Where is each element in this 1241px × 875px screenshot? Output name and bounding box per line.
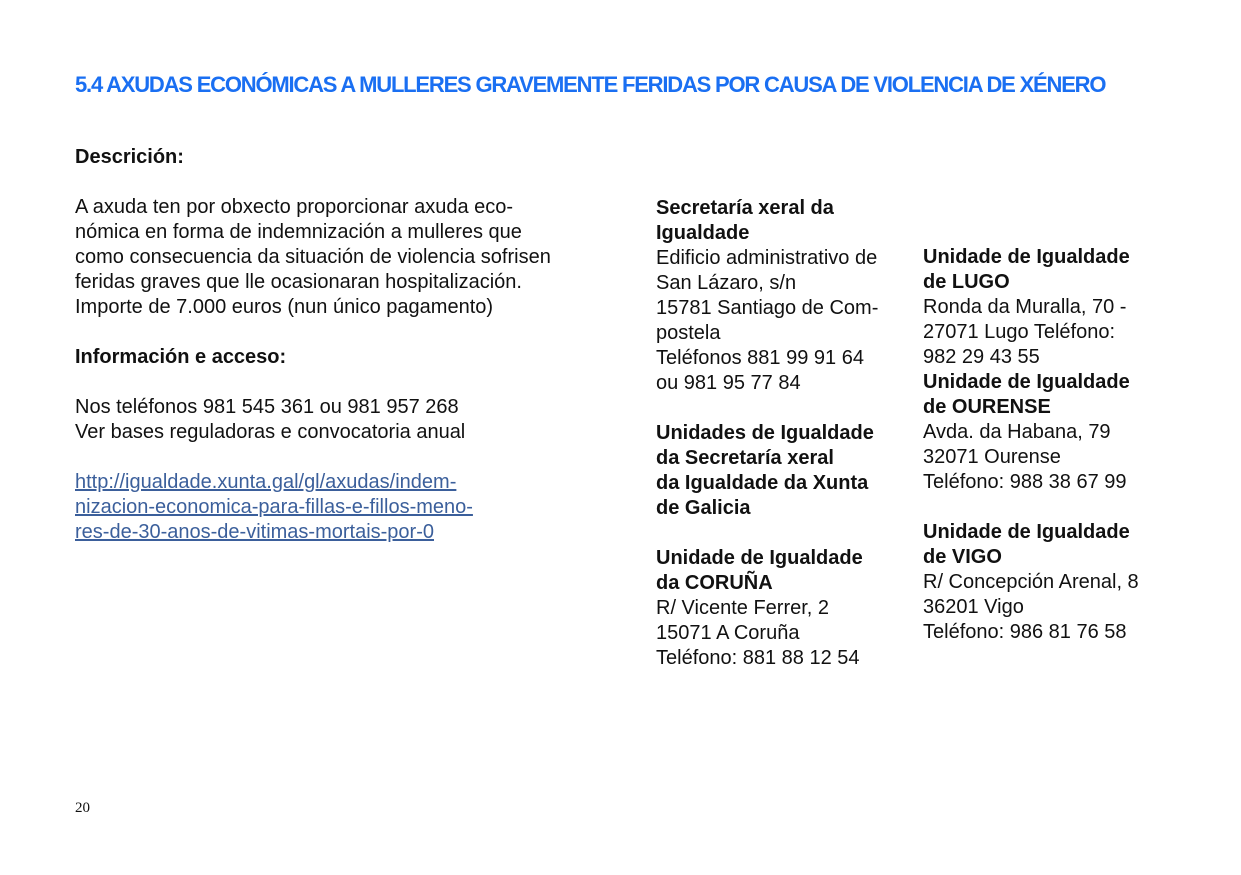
description-line: como consecuencia da situación de violencia sofrisen <box>75 246 551 268</box>
coruna-phone-line: Teléfono: 881 88 12 54 <box>656 647 860 669</box>
secretaria-address-line: Edificio administrativo de <box>656 247 878 269</box>
coruna-heading: Unidade de Igualdade <box>656 547 863 569</box>
ourense-heading: Unidade de Igualdade <box>923 371 1130 393</box>
secretaria-heading: Igualdade <box>656 222 750 244</box>
spacer <box>656 521 906 546</box>
page-title: 5.4 AXUDAS ECONÓMICAS A MULLERES GRAVEMENTE FERIDAS POR CAUSA DE VIOLENCIA DE XÉNERO <box>75 72 1106 97</box>
spacer <box>75 445 595 470</box>
ourense-heading: de OURENSE <box>923 396 1051 418</box>
contacts-column-middle <box>656 196 906 671</box>
description-line: nómica en forma de indemnización a mulleres que <box>75 221 522 243</box>
coruna-address-line: R/ Vicente Ferrer, 2 <box>656 597 830 619</box>
spacer <box>656 396 906 421</box>
vigo-address-line: R/ Concepción Arenal, 8 <box>923 571 1139 593</box>
vigo-address-line: 36201 Vigo <box>923 596 1024 618</box>
lugo-address-line: 27071 Lugo Teléfono: <box>923 321 1116 343</box>
secretaria-address-line: 15781 Santiago de Com- <box>656 297 879 319</box>
lugo-phone-line: 982 29 43 55 <box>923 346 1040 368</box>
info-line: Ver bases reguladoras e convocatoria anual <box>75 421 466 443</box>
description-line: Importe de 7.000 euros (nun único pagamento) <box>75 296 494 318</box>
secretaria-phone-line: Teléfonos 881 99 91 64 <box>656 347 864 369</box>
description-line: A axuda ten por obxecto proporcionar axuda eco- <box>75 196 514 218</box>
coruna-heading: da CORUÑA <box>656 572 773 594</box>
spacer <box>75 320 595 345</box>
page-number: 20 <box>75 800 90 816</box>
unidades-heading: de Galicia <box>656 497 751 519</box>
vigo-heading: Unidade de Igualdade <box>923 521 1130 543</box>
lugo-heading: Unidade de Igualdade <box>923 246 1130 268</box>
secretaria-address-line: postela <box>656 322 721 344</box>
ourense-address-line: 32071 Ourense <box>923 446 1061 468</box>
spacer <box>923 495 1183 520</box>
description-heading: Descrición: <box>75 146 184 168</box>
vigo-heading: de VIGO <box>923 546 1002 568</box>
axudas-link[interactable]: http://igualdade.xunta.gal/gl/axudas/indem- <box>75 471 457 493</box>
secretaria-phone-line: ou 981 95 77 84 <box>656 372 801 394</box>
contacts-column-right <box>923 245 1183 645</box>
unidades-heading: Unidades de Igualdade <box>656 422 874 444</box>
spacer <box>75 370 595 395</box>
lugo-heading: de LUGO <box>923 271 1010 293</box>
axudas-link[interactable]: nizacion-economica-para-fillas-e-fillos-meno- <box>75 496 473 518</box>
unidades-heading: da Secretaría xeral <box>656 447 834 469</box>
vigo-phone-line: Teléfono: 986 81 76 58 <box>923 621 1127 643</box>
info-line: Nos teléfonos 981 545 361 ou 981 957 268 <box>75 396 459 418</box>
unidades-heading: da Igualdade da Xunta <box>656 472 869 494</box>
secretaria-address-line: San Lázaro, s/n <box>656 272 797 294</box>
secretaria-heading: Secretaría xeral da <box>656 197 834 219</box>
axudas-link[interactable]: res-de-30-anos-de-vitimas-mortais-por-0 <box>75 521 434 543</box>
description-line: feridas graves que lle ocasionaran hospitalización. <box>75 271 522 293</box>
coruna-address-line: 15071 A Coruña <box>656 622 800 644</box>
lugo-address-line: Ronda da Muralla, 70 - <box>923 296 1127 318</box>
ourense-phone-line: Teléfono: 988 38 67 99 <box>923 471 1127 493</box>
ourense-address-line: Avda. da Habana, 79 <box>923 421 1111 443</box>
description-column <box>75 145 595 545</box>
spacer <box>75 170 595 195</box>
info-heading: Información e acceso: <box>75 346 287 368</box>
